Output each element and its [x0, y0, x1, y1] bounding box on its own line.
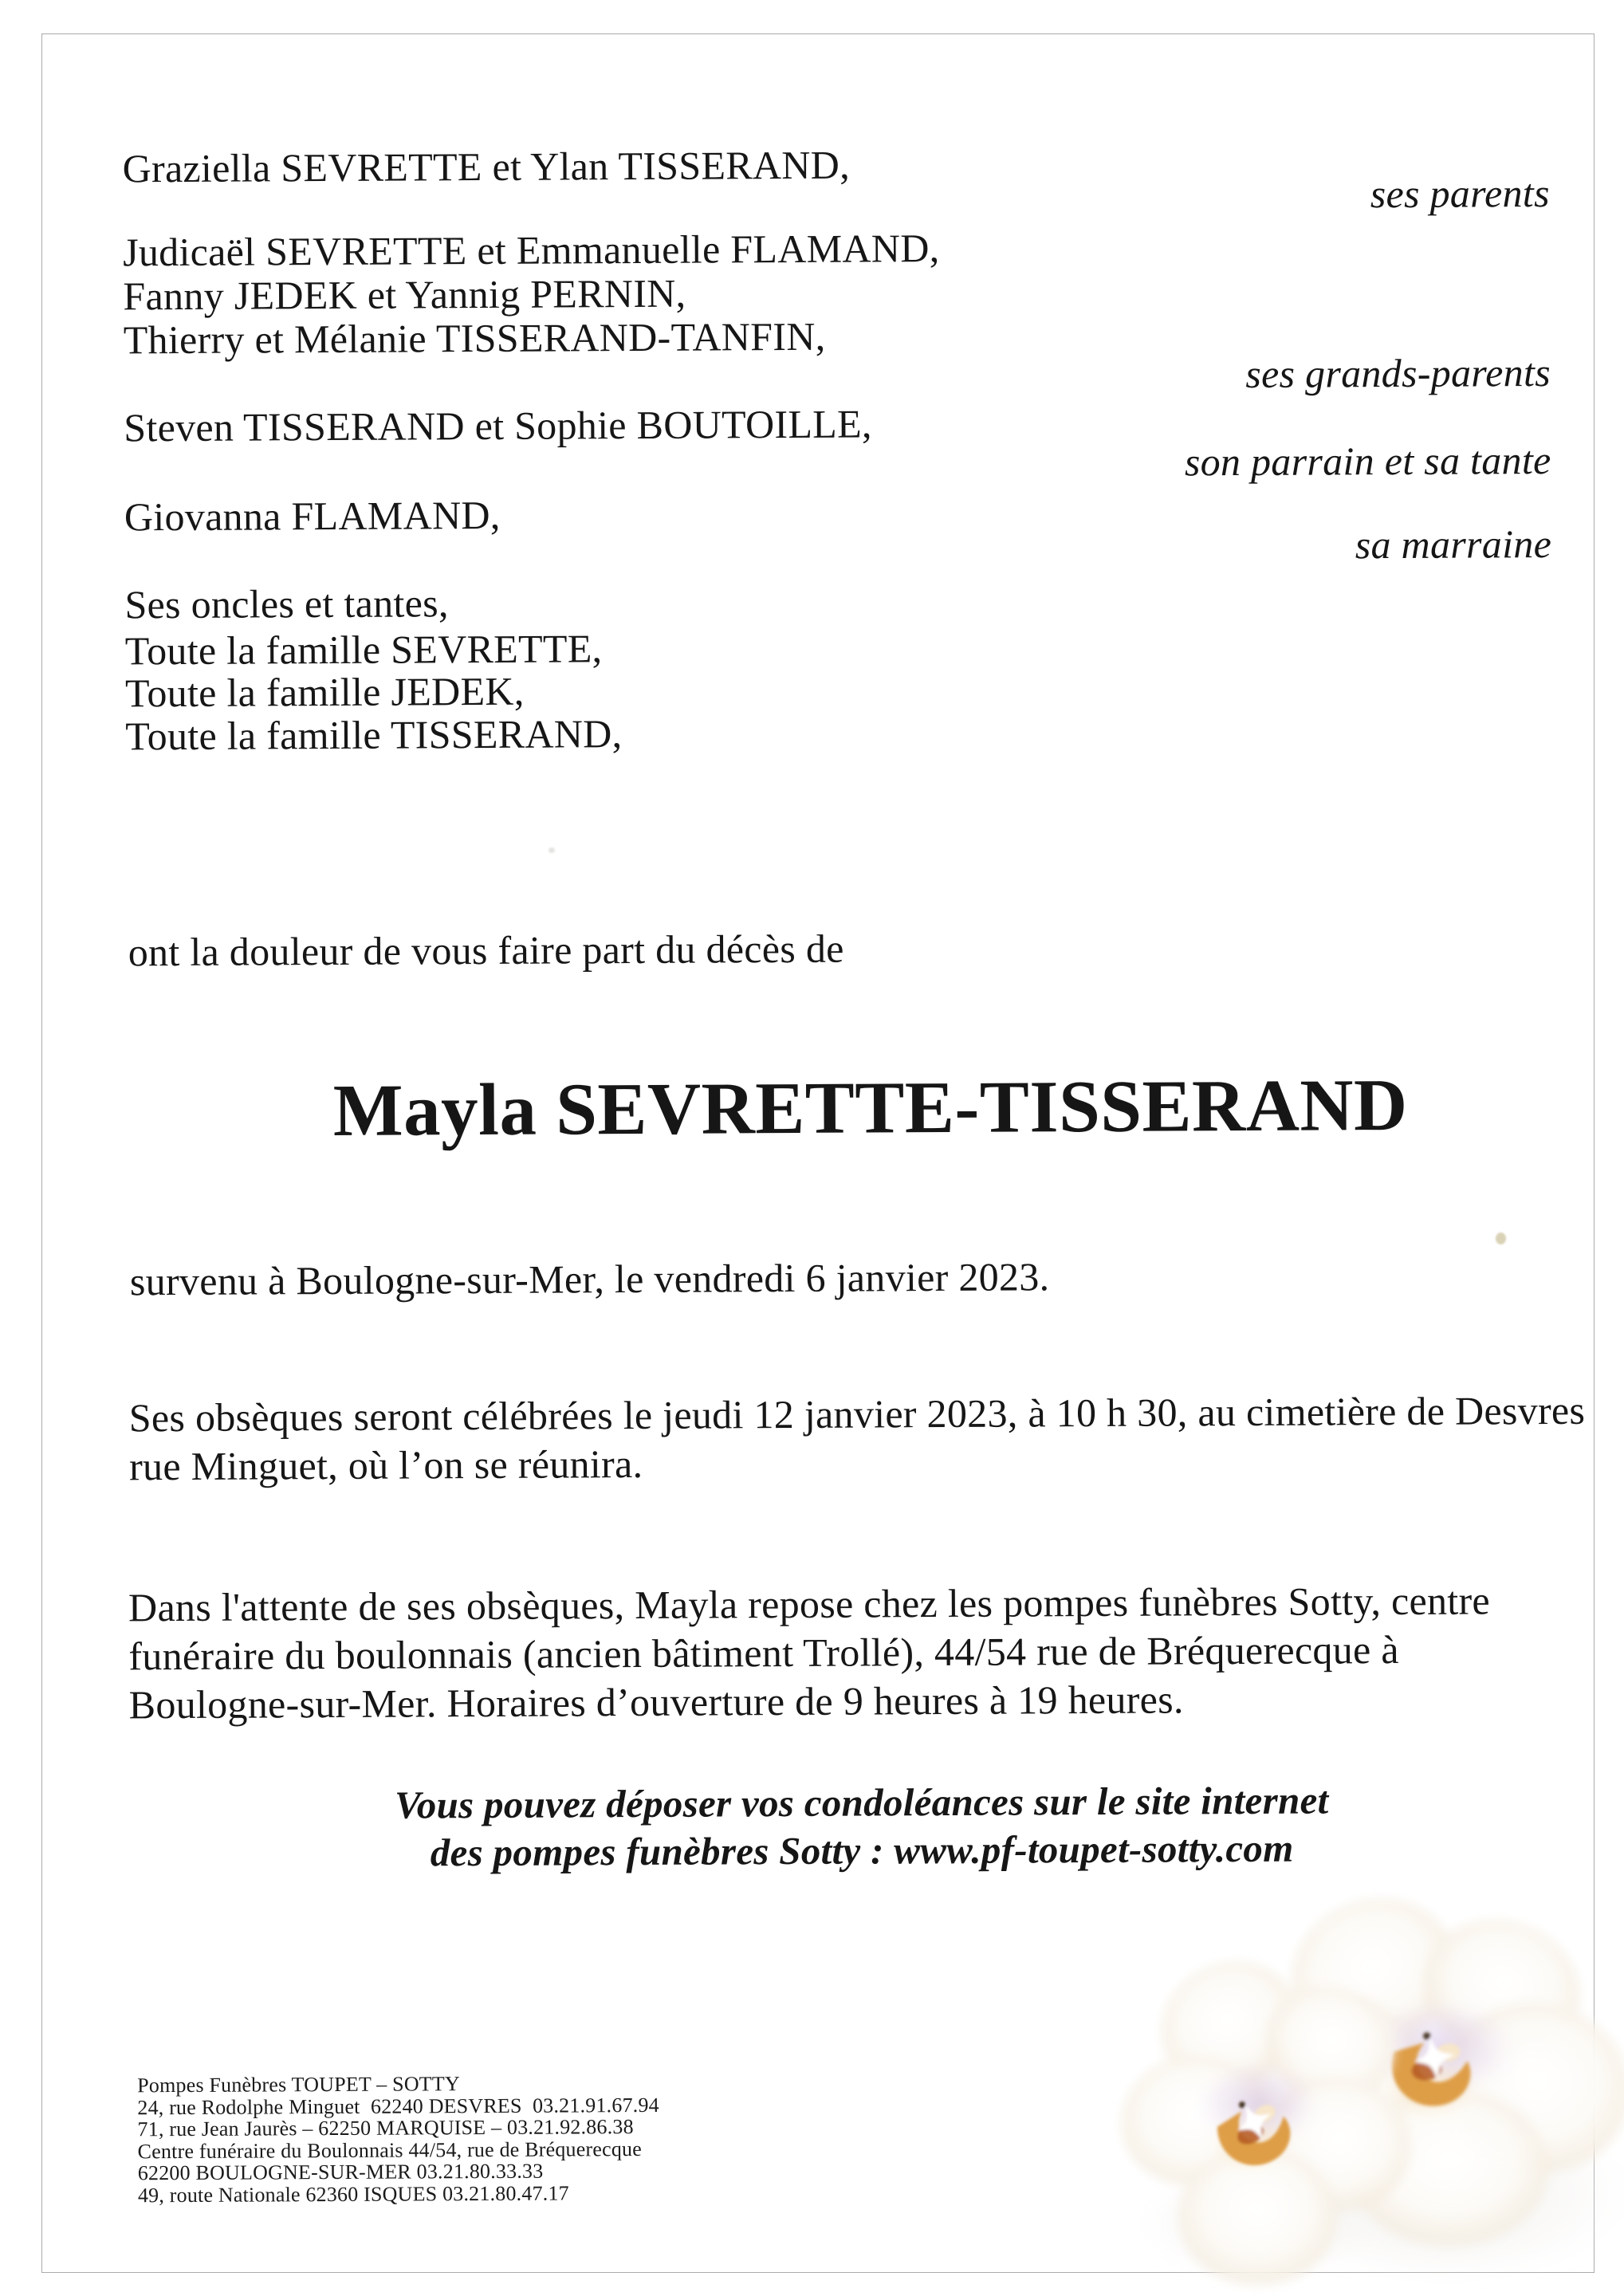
condolence-website-line: Vous pouvez déposer vos condoléances sur le site internet	[395, 1778, 1329, 1827]
repose-info-line: funéraire du boulonnais (ancien bâtiment Trollé), 44/54 rue de Bréquerecque à	[128, 1627, 1399, 1679]
relation-label-parents: ses parents	[1370, 170, 1550, 217]
footer-line-address: 71, rue Jean Jaurès – 62250 MARQUISE – 03.21.92.86.38	[137, 2115, 634, 2141]
repose-info-line: Dans l'attente de ses obsèques, Mayla repose chez les pompes funèbres Sotty, centre	[128, 1578, 1491, 1630]
death-place-date: survenu à Boulogne-sur-Mer, le vendredi 6 janvier 2023.	[129, 1254, 1050, 1304]
condolence-website-line: des pompes funèbres Sotty : www.pf-toupet-sotty.com	[430, 1826, 1294, 1875]
relation-label-godfather-aunt: son parrain et sa tante	[1184, 437, 1551, 485]
footer-line-company: Pompes Funèbres TOUPET – SOTTY	[137, 2072, 460, 2097]
family-name-line: Toute la famille SEVRETTE,	[124, 626, 603, 674]
deceased-name-title: Mayla SEVRETTE-TISSERAND	[332, 1063, 1408, 1152]
family-name-line: Steven TISSERAND et Sophie BOUTOILLE,	[124, 401, 872, 450]
relation-label-godmother: sa marraine	[1355, 521, 1552, 568]
footer-line-address: Centre funéraire du Boulonnais 44/54, rue de Bréquerecque	[137, 2137, 643, 2163]
family-name-line: Fanny JEDEK et Yannig PERNIN,	[123, 270, 686, 319]
funeral-info-line: rue Minguet, où l’on se réunira.	[128, 1441, 643, 1489]
funeral-home-addresses	[137, 2072, 659, 2206]
repose-info-line: Boulogne-sur-Mer. Horaires d’ouverture de 9 heures à 19 heures.	[128, 1677, 1184, 1728]
relation-label-grandparents: ses grands-parents	[1245, 349, 1551, 396]
family-name-line: Toute la famille JEDEK,	[124, 668, 525, 716]
family-name-line: Thierry et Mélanie TISSERAND-TANFIN,	[123, 313, 826, 363]
family-name-line: Judicaël SEVRETTE et Emmanuelle FLAMAND,	[123, 226, 940, 275]
footer-line-address: 62200 BOULOGNE-SUR-MER 03.21.80.33.33	[137, 2159, 544, 2185]
footer-line-address: 49, route Nationale 62360 ISQUES 03.21.80.47.17	[137, 2180, 569, 2207]
family-name-line: Graziella SEVRETTE et Ylan TISSERAND,	[122, 142, 851, 191]
orchid-flowers-image	[1099, 1850, 1624, 2296]
family-name-line: Toute la famille TISSERAND,	[125, 711, 623, 759]
family-name-line: Ses oncles et tantes,	[124, 580, 449, 627]
announcement-intro: ont la douleur de vous faire part du décès de	[128, 926, 844, 975]
funeral-info-line: Ses obsèques seront célébrées le jeudi 12 janvier 2023, à 10 h 30, au cimetière de Desvres	[128, 1387, 1586, 1441]
family-name-line: Giovanna FLAMAND,	[124, 492, 501, 540]
footer-line-address: 24, rue Rodolphe Minguet 62240 DESVRES 03.21.91.67.94	[137, 2093, 659, 2119]
